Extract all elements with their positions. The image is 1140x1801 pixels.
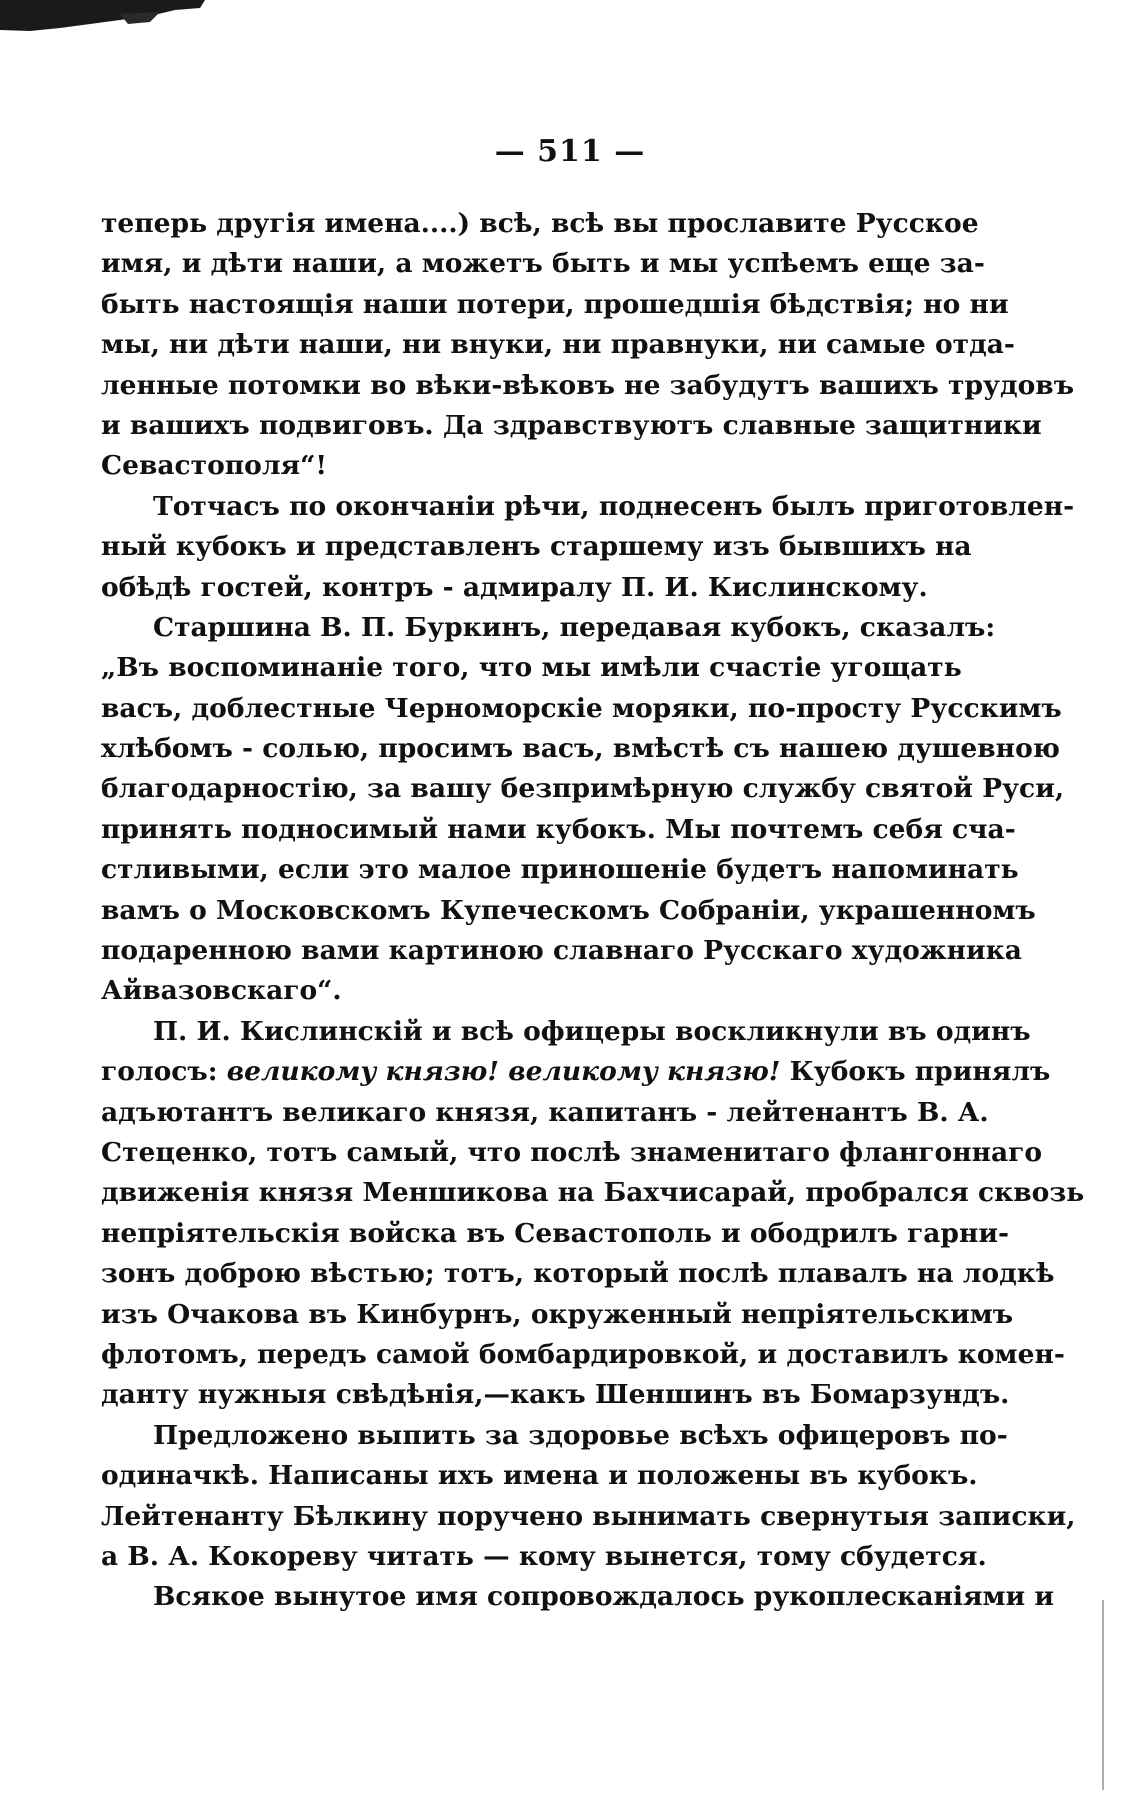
text-line-22-start: голосъ: (101, 1056, 227, 1088)
text-line-25: движенія князя Меншикова на Бахчисарай, пробрался сквозь (101, 1177, 1085, 1209)
text-line-4: мы, ни дѣти наши, ни внуки, ни правнуки, ни самые отда- (101, 329, 1015, 361)
text-line-28: изъ Очакова въ Кинбурнъ, окруженный непріятельскимъ (101, 1298, 1014, 1330)
text-line-24: Стеценко, тотъ самый, что послѣ знаменитаго флангоннаго (101, 1136, 1043, 1168)
text-line-13: васъ, доблестные Черноморскіе моряки, по-просту Русскимъ (101, 692, 1062, 724)
text-line-22 (101, 1052, 1051, 1092)
text-line-16: принять подносимый нами кубокъ. Мы почтемъ себя сча- (101, 813, 1016, 845)
body-text (101, 204, 1085, 1618)
text-line-23: адъютантъ великаго князя, капитанъ - лейтенантъ В. А. (101, 1096, 989, 1128)
text-line-19: подаренною вами картиною славнаго Русскаго художника (101, 935, 1022, 967)
text-line-29: флотомъ, передъ самой бомбардировкой, и доставилъ комен- (101, 1338, 1065, 1370)
text-line-6: и вашихъ подвиговъ. Да здравствуютъ славные защитники (101, 409, 1042, 441)
text-line-35: Всякое вынутое имя сопровождалось рукоплесканіями и (153, 1581, 1055, 1613)
text-line-26: непріятельскія войска въ Севастополь и ободрилъ гарни- (101, 1217, 1010, 1249)
text-line-30: данту нужныя свѣдѣнія,—какъ Шеншинъ въ Бомарзундъ. (101, 1379, 1010, 1411)
text-line-34: а В. А. Кокореву читать — кому вынется, тому сбудется. (101, 1540, 987, 1572)
scan-artifact (0, 0, 210, 34)
text-line-31: Предложено выпить за здоровье всѣхъ офицеровъ по- (153, 1419, 1008, 1451)
text-line-1: теперь другія имена....) всѣ, всѣ вы прославите Русское (101, 208, 979, 239)
text-line-10: обѣдѣ гостей, контръ - адмиралу П. И. Кислинскому. (101, 571, 928, 603)
text-line-27: зонъ доброю вѣстью; тотъ, который послѣ плавалъ на лодкѣ (101, 1258, 1055, 1290)
scan-edge-line (1102, 1600, 1104, 1790)
text-line-5: ленные потомки во вѣки-вѣковъ не забудутъ вашихъ трудовъ (101, 369, 1075, 401)
text-line-7: Севастополя“! (101, 450, 327, 482)
text-line-20: Айвазовскаго“. (101, 975, 342, 1007)
text-line-2: имя, и дѣти наши, а можетъ быть и мы успѣемъ еще за- (101, 248, 985, 280)
text-line-21: П. И. Кислинскій и всѣ офицеры воскликнули въ одинъ (153, 1015, 1031, 1047)
text-line-17: стливыми, если это малое приношеніе будетъ напоминать (101, 854, 1019, 886)
page-number: — 511 — (494, 134, 646, 169)
text-line-15: благодарностію, за вашу безпримѣрную службу святой Руси, (101, 773, 1065, 805)
text-line-3: быть настоящія наши потери, прошедшія бѣдствія; но ни (101, 288, 1009, 320)
text-line-8: Тотчасъ по окончаніи рѣчи, поднесенъ былъ приготовлен- (153, 490, 1075, 522)
text-line-14: хлѣбомъ - солью, просимъ васъ, вмѣстѣ съ нашею душевною (101, 733, 1060, 765)
text-line-32: одиначкѣ. Написаны ихъ имена и положены въ кубокъ. (101, 1460, 978, 1492)
text-line-22-end: Кубокъ принялъ (780, 1056, 1051, 1088)
text-line-11: Старшина В. П. Буркинъ, передавая кубокъ, сказалъ: (153, 611, 996, 643)
text-line-12: „Въ воспоминаніе того, что мы имѣли счастіе угощать (101, 652, 962, 684)
text-line-22-italic: великому князю! великому князю! (226, 1056, 781, 1088)
text-line-33: Лейтенанту Бѣлкину поручено вынимать свернутыя записки, (101, 1500, 1076, 1532)
text-line-18: вамъ о Московскомъ Купеческомъ Собраніи, украшенномъ (101, 894, 1036, 926)
text-line-9: ный кубокъ и представленъ старшему изъ бывшихъ на (101, 531, 972, 563)
